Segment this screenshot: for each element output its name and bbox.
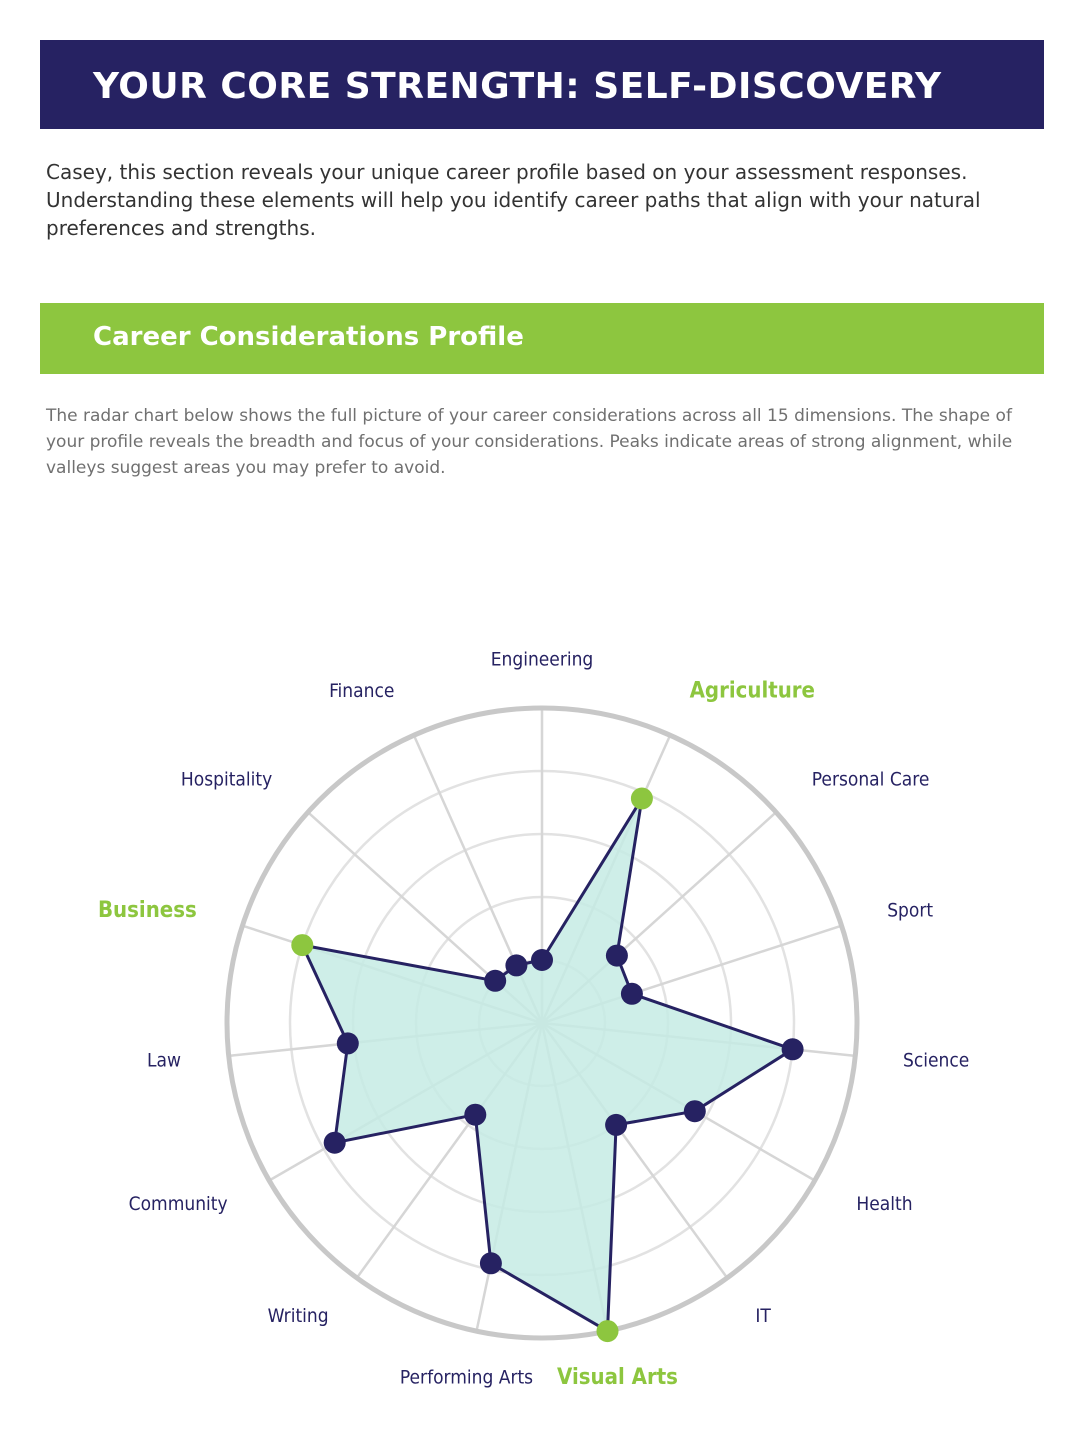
axis-label-8: Performing Arts <box>399 1366 534 1389</box>
data-point-8 <box>480 1252 502 1274</box>
axis-label-1: Agriculture <box>689 678 815 704</box>
axis-label-9: Writing <box>267 1305 329 1328</box>
data-point-0 <box>531 949 553 971</box>
axis-label-13: Hospitality <box>180 768 273 791</box>
data-point-6 <box>605 1114 627 1136</box>
data-point-12 <box>291 934 313 956</box>
axis-label-14: Finance <box>329 679 395 702</box>
data-point-2 <box>606 945 628 967</box>
data-point-3 <box>621 983 643 1005</box>
axis-label-4: Science <box>903 1049 970 1072</box>
axis-label-2: Personal Care <box>811 768 930 791</box>
axis-label-11: Law <box>147 1049 181 1072</box>
axis-label-6: IT <box>755 1305 771 1328</box>
data-point-9 <box>464 1104 486 1126</box>
section-description: The radar chart below shows the full picture of your career considerations across all 15 dimensions. The shape of your profile reveals the breadth and focus of your considerations. Peaks indicate areas of strong alignment, while valleys suggest areas you may prefer to avoid. <box>46 406 1013 478</box>
data-point-14 <box>505 954 527 976</box>
data-point-7 <box>597 1320 619 1342</box>
data-point-13 <box>484 970 506 992</box>
radar-chart <box>0 560 1084 1434</box>
axis-label-5: Health <box>856 1193 913 1215</box>
data-point-10 <box>324 1132 346 1154</box>
page-banner <box>40 40 1044 129</box>
axis-label-12: Business <box>97 897 197 923</box>
section-header <box>40 303 1044 374</box>
section-title: Career Considerations Profile <box>93 322 524 352</box>
page-title: YOUR CORE STRENGTH: SELF-DISCOVERY <box>93 66 942 107</box>
axis-label-3: Sport <box>887 899 934 922</box>
data-point-11 <box>337 1032 359 1054</box>
axis-label-7: Visual Arts <box>557 1365 678 1391</box>
data-point-4 <box>782 1038 804 1060</box>
data-point-5 <box>684 1100 706 1122</box>
intro-text: Casey, this section reveals your unique career profile based on your assessment responses. Understanding these elements will help you identify career paths that align with your natural preferences and strengths. <box>46 160 981 240</box>
axis-label-0: Engineering <box>490 648 594 671</box>
axis-label-10: Community <box>128 1193 228 1215</box>
data-point-1 <box>631 788 653 810</box>
